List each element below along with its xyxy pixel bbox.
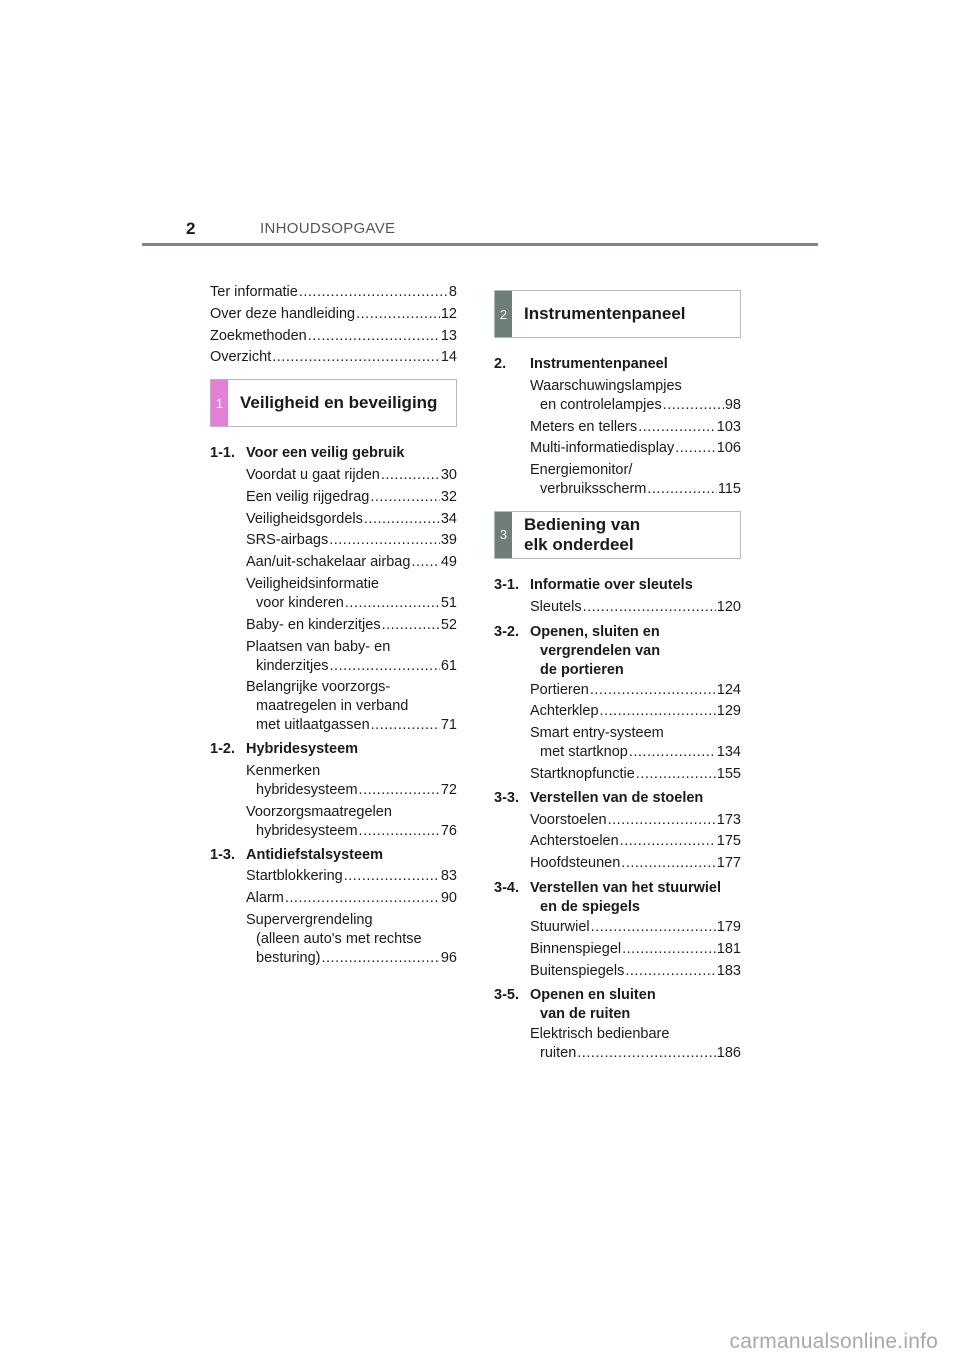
header-rule: [142, 243, 818, 246]
section-heading[interactable]: 3-3. Verstellen van de stoelen: [494, 789, 704, 806]
chapter-1-heading[interactable]: [210, 379, 457, 427]
toc-entry[interactable]: Achterklep ..... 129: [530, 703, 741, 725]
toc-entry[interactable]: Over deze handleiding ..... 12: [210, 306, 457, 328]
toc-entry[interactable]: SRS-airbags ..... 39: [246, 532, 457, 554]
toc-entry[interactable]: Multi-informatiedisplay ..... 106: [530, 440, 741, 462]
section-heading[interactable]: 1-1. Voor een veilig gebruik: [210, 445, 405, 462]
toc-entry[interactable]: Elektrisch bedienbare ruiten ..... 186: [530, 1026, 741, 1067]
toc-entry[interactable]: Startblokkering ..... 83: [246, 868, 457, 890]
toc-left-column: [210, 284, 457, 972]
toc-entry[interactable]: Meters en tellers ..... 103: [530, 419, 741, 441]
toc-entry[interactable]: Voordat u gaat rijden ..... 30: [246, 467, 457, 489]
toc-entry[interactable]: Smart entry-systeem met startknop ..... 134: [530, 725, 741, 766]
section-heading[interactable]: 3-5. Openen en sluiten van de ruiten: [494, 987, 656, 1023]
toc-entry[interactable]: Startknopfunctie ..... 155: [530, 766, 741, 788]
toc-entry[interactable]: Een veilig rijgedrag ..... 32: [246, 489, 457, 511]
toc-entry[interactable]: Energiemonitor/ verbruiksscherm ..... 115: [530, 462, 741, 503]
toc-entry[interactable]: Baby- en kinderzitjes ..... 52: [246, 617, 457, 639]
toc-entry[interactable]: Voorstoelen ..... 173: [530, 812, 741, 834]
running-title: INHOUDSOPGAVE: [260, 220, 396, 237]
section-heading[interactable]: 3-4. Verstellen van het stuurwiel en de spiegels: [494, 879, 721, 915]
toc-entry[interactable]: Belangrijke voorzorgs- maatregelen in verband met uitlaatgassen ..... 71: [246, 679, 457, 739]
toc-entry[interactable]: Stuurwiel ..... 179: [530, 919, 741, 941]
toc-entry[interactable]: Hoofdsteunen ..... 177: [530, 855, 741, 877]
toc-entry[interactable]: Alarm ..... 90: [246, 890, 457, 912]
toc-entry[interactable]: Portieren ..... 124: [530, 682, 741, 704]
toc-entry[interactable]: Voorzorgsmaatregelen hybridesysteem ..... 76: [246, 804, 457, 845]
section-heading[interactable]: 3-1. Informatie over sleutels: [494, 576, 693, 593]
page-header: [142, 214, 818, 248]
chapter-2-heading[interactable]: [494, 290, 741, 338]
section-heading[interactable]: 3-2. Openen, sluiten en vergrendelen van de portieren: [494, 623, 661, 678]
toc-entry[interactable]: Zoekmethoden ..... 13: [210, 328, 457, 350]
section-heading[interactable]: 1-3. Antidiefstalsysteem: [210, 846, 383, 863]
toc-entry[interactable]: Supervergrendeling (alleen auto's met rechtse besturing) ..... 96: [246, 912, 457, 972]
toc-right-column: [494, 290, 741, 1067]
toc-entry[interactable]: Achterstoelen ..... 175: [530, 833, 741, 855]
toc-entry[interactable]: Waarschuwingslampjes en controlelampjes ..... 98: [530, 378, 741, 419]
toc-entry[interactable]: Plaatsen van baby- en kinderzitjes ..... 61: [246, 639, 457, 680]
page-number: 2: [186, 219, 196, 238]
toc-entry[interactable]: Binnenspiegel ..... 181: [530, 941, 741, 963]
toc-entry[interactable]: Ter informatie ..... 8: [210, 284, 457, 306]
chapter-title: Veiligheid en beveiliging: [240, 393, 438, 413]
chapter-tab: 2: [495, 291, 512, 337]
chapter-3-heading[interactable]: [494, 511, 741, 559]
toc-entry[interactable]: Overzicht ..... 14: [210, 349, 457, 371]
chapter-tab: 1: [211, 380, 228, 426]
chapter-title: Instrumentenpaneel: [524, 304, 686, 323]
toc-entry[interactable]: Sleutels ..... 120: [530, 599, 741, 621]
toc-entry[interactable]: Aan/uit-schakelaar airbag ..... 49: [246, 554, 457, 576]
toc-entry[interactable]: Veiligheidsinformatie voor kinderen ..... 51: [246, 576, 457, 617]
chapter-title: Bediening van elk onderdeel: [524, 514, 641, 554]
toc-entry[interactable]: Buitenspiegels ..... 183: [530, 963, 741, 985]
section-heading[interactable]: 2. Instrumentenpaneel: [494, 356, 668, 372]
chapter-tab: 3: [495, 512, 512, 558]
toc-entry[interactable]: Kenmerken hybridesysteem ..... 72: [246, 763, 457, 804]
toc-entry[interactable]: Veiligheidsgordels ..... 34: [246, 511, 457, 533]
intro-list: [210, 284, 457, 371]
section-heading[interactable]: 1-2. Hybridesysteem: [210, 741, 359, 758]
watermark: carmanualsonline.info: [729, 1330, 938, 1353]
